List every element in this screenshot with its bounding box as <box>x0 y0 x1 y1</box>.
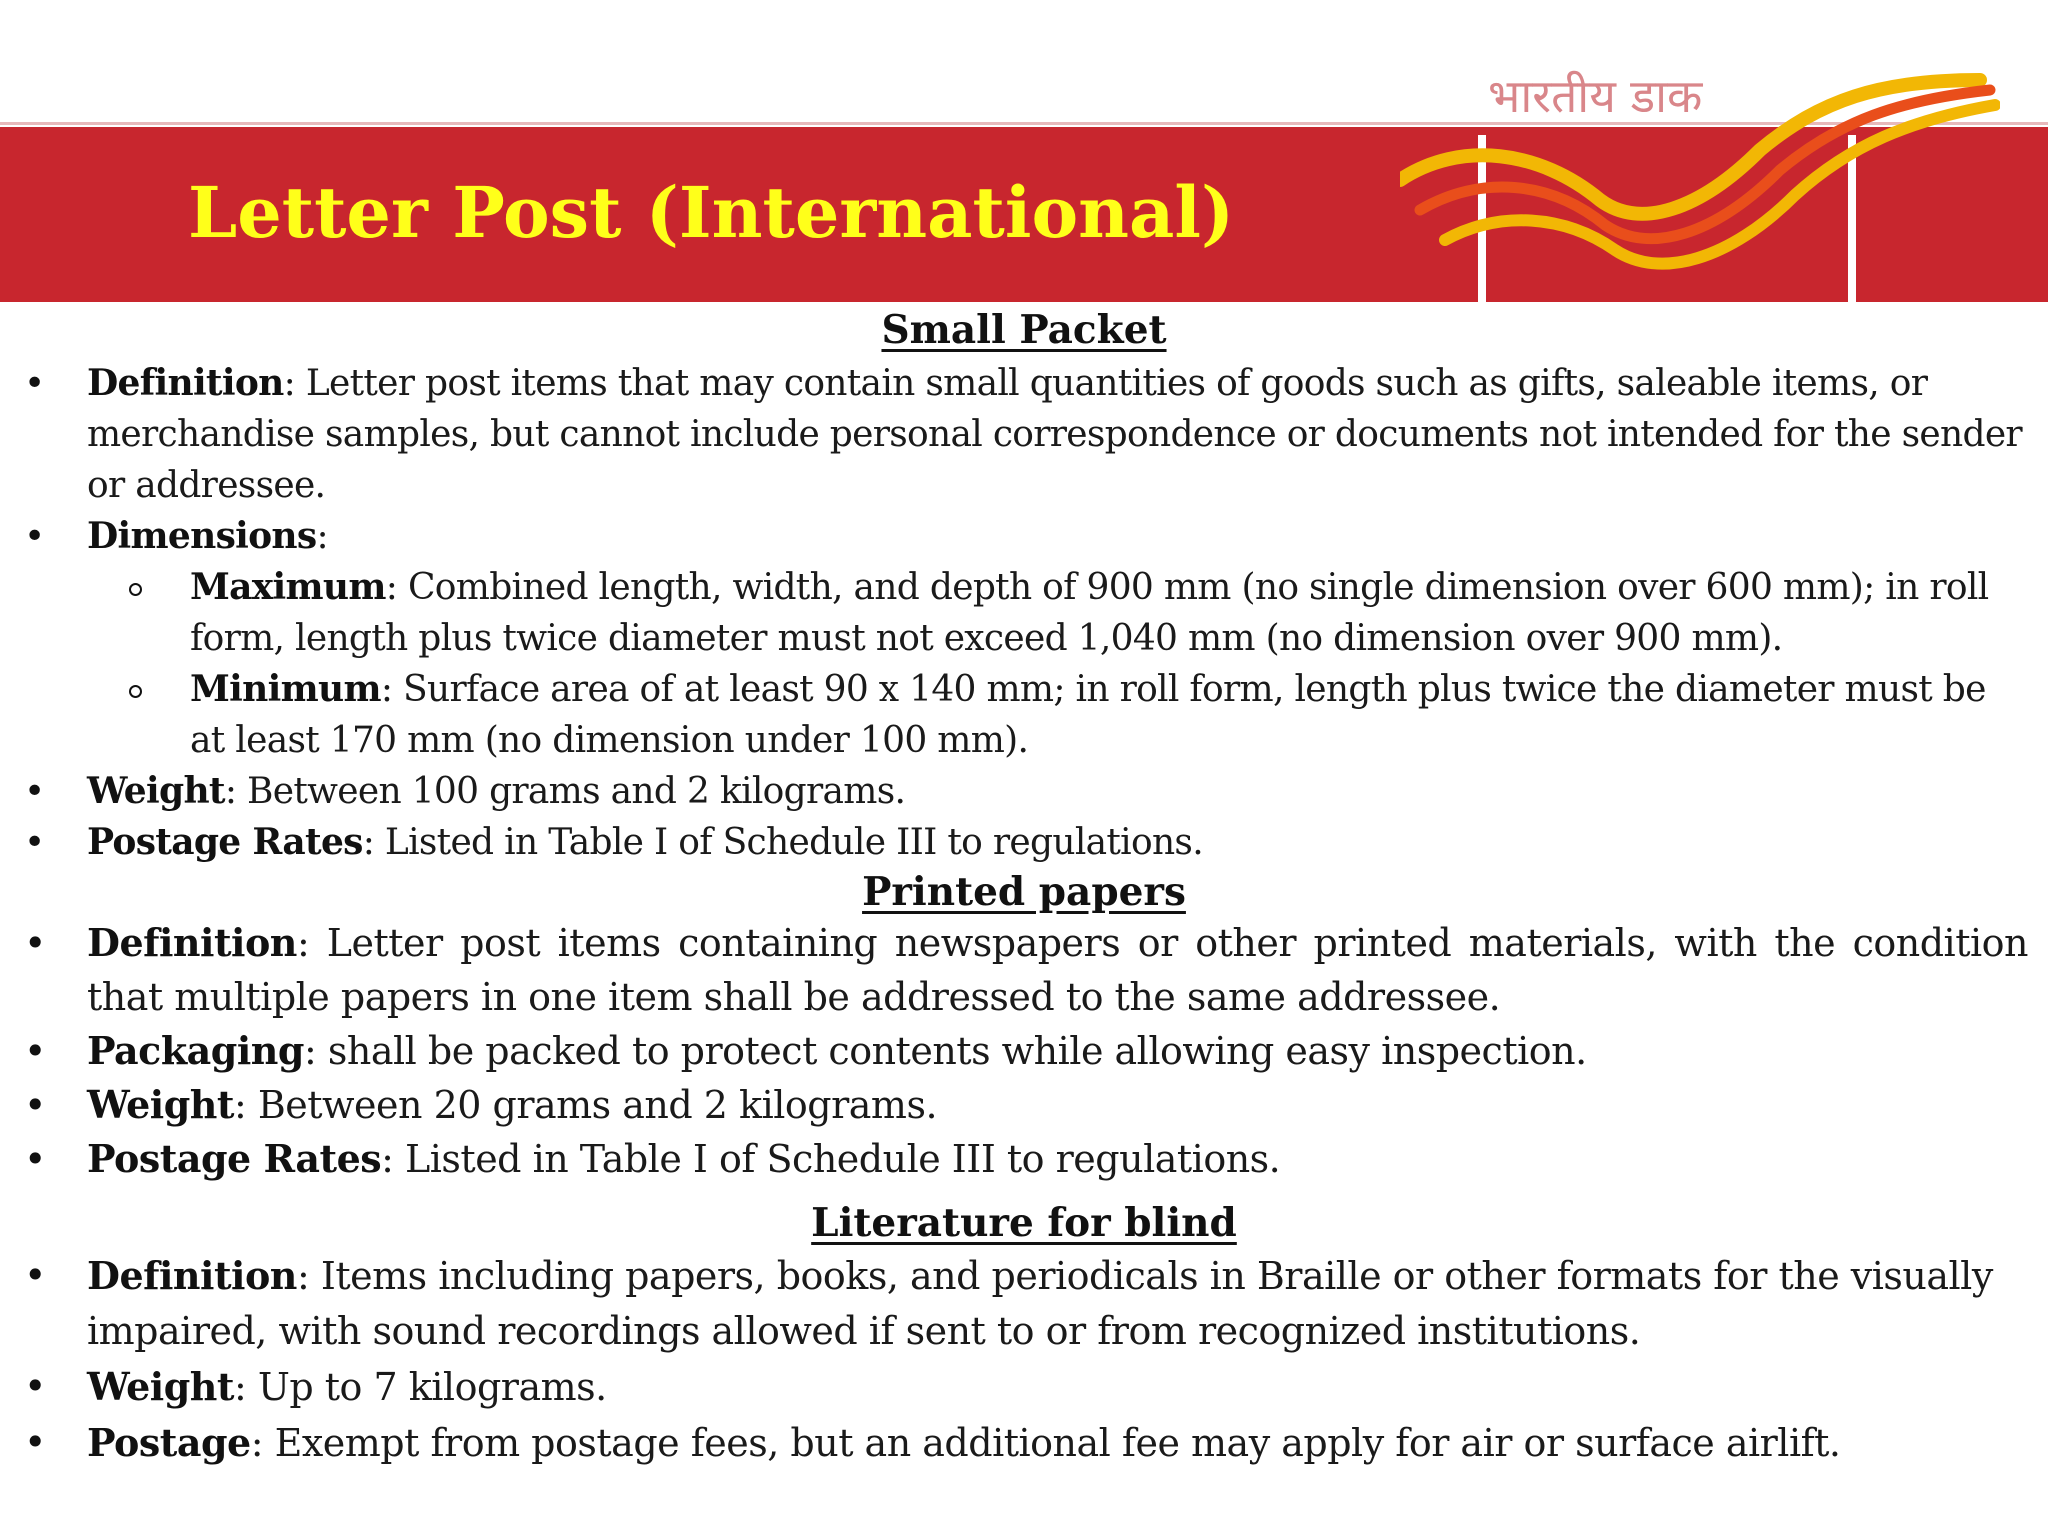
bullet-label: Postage Rates <box>87 1136 382 1181</box>
bullet-text: : Between 100 grams and 2 kilograms. <box>224 771 906 812</box>
bullet-text: : Exempt from postage fees, but an additional fee may apply for air or surface airlift. <box>250 1421 1841 1465</box>
bullet-text: : Items including papers, books, and periodicals in Braille or other formats for the visually impaired, with sound recordings allowed if sent to or from recognized institutions. <box>87 1254 1993 1353</box>
list-item <box>0 511 2048 562</box>
bullet-text: : Letter post items that may contain small quantities of goods such as gifts, saleable items, or merchandise samples, but cannot include personal correspondence or documents not intended for the sender or addressee. <box>87 363 2022 506</box>
bullet-label: Minimum <box>190 668 381 710</box>
bullet-text: : Listed in Table I of Schedule III to regulations. <box>381 1137 1281 1181</box>
bullet-list <box>0 358 2048 562</box>
section-heading: Literature for blind <box>811 1200 1237 1246</box>
bullet-label: Definition <box>87 1253 297 1298</box>
list-item <box>0 1132 2048 1186</box>
bullet-text: : Between 20 grams and 2 kilograms. <box>233 1083 938 1127</box>
list-item <box>0 916 2048 1024</box>
list-item <box>0 1359 2048 1415</box>
bullet-label: Weight <box>87 1364 234 1409</box>
bullet-label: Weight <box>87 1082 234 1127</box>
list-item <box>0 562 2048 664</box>
section-literature-for-blind <box>0 1198 2048 1471</box>
list-item <box>0 1248 2048 1359</box>
section-printed-papers <box>0 868 2048 1186</box>
bullet-text: : Letter post items containing newspapers or other printed materials, with the condition that multiple papers in one item shall be addressed to the same addressee. <box>87 921 2028 1019</box>
bullet-text: : Surface area of at least 90 x 140 mm; in roll form, length plus twice the diameter must be at least 170 mm (no dimension under 100 mm). <box>190 669 1986 761</box>
bullet-text: : Listed in Table I of Schedule III to regulations. <box>362 822 1203 863</box>
bullet-text: : <box>316 516 328 557</box>
list-item <box>0 1415 2048 1471</box>
list-item <box>0 817 2048 868</box>
list-item <box>0 358 2048 511</box>
sub-bullet-list <box>0 562 2048 766</box>
bullet-text: : Combined length, width, and depth of 900 mm (no single dimension over 600 mm); in roll form, length plus twice diameter must not exceed 1,040 mm (no dimension over 900 mm). <box>190 567 1989 659</box>
list-item <box>0 766 2048 817</box>
bullet-label: Postage Rates <box>87 821 363 863</box>
slide-title: Letter Post (International) <box>188 171 1235 254</box>
bullet-label: Weight <box>87 770 225 812</box>
logo-text: भारतीय डाक <box>1488 69 1703 123</box>
list-item <box>0 664 2048 766</box>
section-small-packet <box>0 302 2048 868</box>
list-item <box>0 1024 2048 1078</box>
list-item <box>0 1078 2048 1132</box>
content-area <box>0 302 2048 1471</box>
bullet-label: Definition <box>87 362 284 404</box>
bullet-text: : Up to 7 kilograms. <box>233 1365 607 1409</box>
section-heading: Printed papers <box>862 869 1186 915</box>
bullet-list <box>0 916 2048 1186</box>
bullet-text: : shall be packed to protect contents while allowing easy inspection. <box>303 1029 1587 1073</box>
bullet-list <box>0 766 2048 868</box>
bullet-label: Packaging <box>87 1028 304 1073</box>
bullet-label: Dimensions <box>87 515 317 557</box>
bullet-label: Maximum <box>190 566 386 608</box>
bullet-label: Definition <box>87 920 297 965</box>
bullet-list <box>0 1248 2048 1471</box>
bullet-label: Postage <box>87 1420 251 1465</box>
section-heading: Small Packet <box>881 307 1167 353</box>
